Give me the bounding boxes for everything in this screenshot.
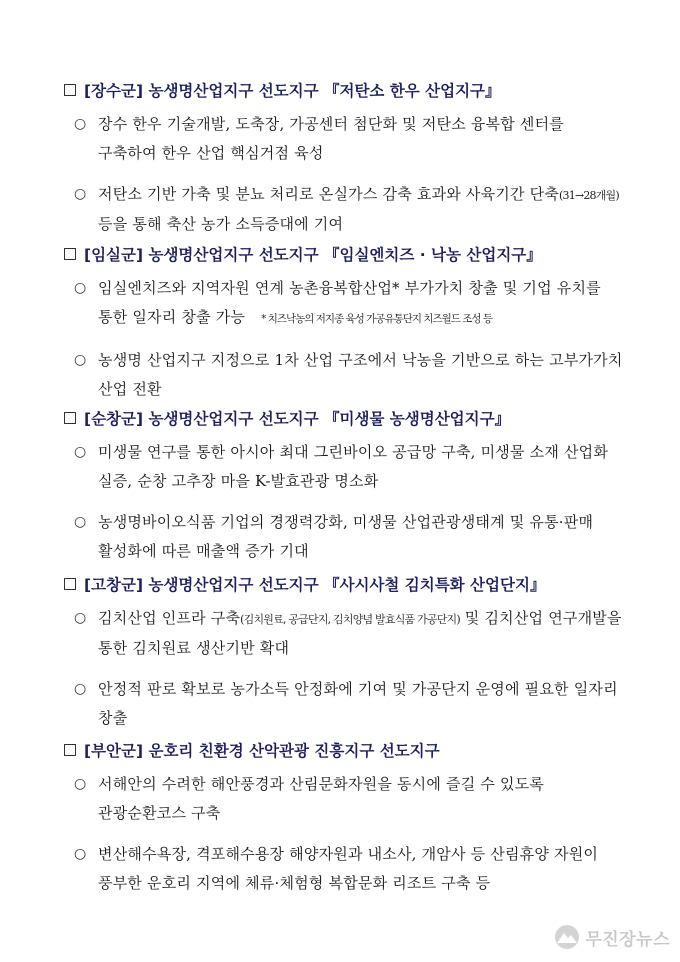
bullet-item <box>64 346 624 404</box>
circle-bullet-icon: ○ <box>74 116 87 132</box>
bullet-text: 저탄소 기반 가축 및 분뇨 처리로 온실가스 감축 효과와 사육기간 단축 <box>98 185 560 203</box>
circle-bullet-icon: ○ <box>74 610 87 626</box>
section-heading <box>64 572 624 596</box>
bullet-item <box>64 180 624 239</box>
section-sunchang <box>64 406 624 566</box>
bullet-item <box>64 508 624 566</box>
circle-bullet-icon: ○ <box>74 514 87 530</box>
bullet-text: 안정적 판로 확보로 농가소득 안정화에 기여 및 가공단지 운영에 필요한 일자리 창출 <box>98 680 618 727</box>
section-heading <box>64 78 624 102</box>
bullet-text: 변산해수욕장, 격포해수용장 해양자원과 내소사, 개암사 등 산림휴양 자원이 풍부한 운호리 지역에 체류·체험형 복합문화 리조트 구축 등 <box>98 845 599 892</box>
section-buan <box>64 738 624 898</box>
circle-bullet-icon: ○ <box>74 444 87 460</box>
bullet-item <box>64 438 624 496</box>
bullet-text-tail: 및 김치산업 연구개발을 통한 김치원료 생산기반 확대 <box>98 609 622 657</box>
bullet-text: 장수 한우 기술개발, 도축장, 가공센터 첨단화 및 저탄소 융복합 센터를 구축하여 한우 산업 핵심거점 육성 <box>98 115 564 162</box>
bullet-text: 농생명바이오식품 기업의 경쟁력강화, 미생물 산업관광생태계 및 유통·판매 활성화에 따른 매출액 증가 기대 <box>98 513 594 560</box>
section-gochang <box>64 572 624 733</box>
bullet-text: 서해안의 수려한 해안풍경과 산림문화자원을 동시에 즐길 수 있도록 관광순환코스 구축 <box>98 775 545 822</box>
circle-bullet-icon: ○ <box>74 280 87 296</box>
circle-bullet-icon: ○ <box>74 352 87 368</box>
section-heading-text: [부안군] 운호리 친환경 산악관광 진흥지구 선도지구 <box>84 742 440 760</box>
mountain-logo-icon <box>554 924 580 950</box>
circle-bullet-icon: ○ <box>74 776 87 792</box>
watermark <box>554 924 670 950</box>
bullet-item <box>64 840 624 898</box>
bullet-text: 미생물 연구를 통한 아시아 최대 그린바이오 공급망 구축, 미생물 소재 산업화 실증, 순창 고추장 마을 K-발효관광 명소화 <box>98 443 609 490</box>
section-heading-text: [장수군] 농생명산업지구 선도지구 『저탄소 한우 산업지구』 <box>84 82 501 100</box>
section-heading <box>64 242 624 266</box>
circle-bullet-icon: ○ <box>74 186 87 202</box>
bullet-small-text: (31→28개월) <box>559 189 619 202</box>
footnote-text: * 치즈낙농의 저지종 육성 가공유통단지 치즈월드 조성 등 <box>261 313 493 325</box>
checkbox-square-icon <box>64 84 76 96</box>
bullet-item <box>64 110 624 168</box>
circle-bullet-icon: ○ <box>74 681 87 697</box>
section-heading <box>64 738 624 762</box>
bullet-item <box>64 675 624 733</box>
bullet-text-tail: 등을 통해 축산 농가 소득증대에 기여 <box>98 215 344 233</box>
section-imsil <box>64 242 624 404</box>
section-heading <box>64 406 624 430</box>
bullet-item <box>64 770 624 828</box>
watermark-text: 무진장뉴스 <box>585 929 670 950</box>
section-heading-text: [순창군] 농생명산업지구 선도지구 『미생물 농생명산업지구』 <box>84 410 511 428</box>
bullet-small-text: (김치원료, 공급단지, 김치양념 발효식품 가공단지) <box>240 613 460 626</box>
bullet-item <box>64 274 624 334</box>
checkbox-square-icon <box>64 744 76 756</box>
circle-bullet-icon: ○ <box>74 846 87 862</box>
bullet-text: 농생명 산업지구 지정으로 1차 산업 구조에서 낙농을 기반으로 하는 고부가가치 산업 전환 <box>98 351 623 398</box>
checkbox-square-icon <box>64 412 76 424</box>
section-jangsu <box>64 78 624 239</box>
bullet-text: 임실엔치즈와 지역자원 연계 농촌융복합산업* 부가가치 창출 및 기업 유치를 통한 일자리 창출 가능 <box>98 279 601 326</box>
bullet-text: 김치산업 인프라 구축 <box>98 609 241 627</box>
bullet-item <box>64 604 624 663</box>
section-heading-text: [고창군] 농생명산업지구 선도지구 『사시사철 김치특화 산업단지』 <box>84 576 546 594</box>
checkbox-square-icon <box>64 248 76 260</box>
checkbox-square-icon <box>64 578 76 590</box>
section-heading-text: [임실군] 농생명산업지구 선도지구 『임실엔치즈 · 낙농 산업지구』 <box>84 246 542 264</box>
